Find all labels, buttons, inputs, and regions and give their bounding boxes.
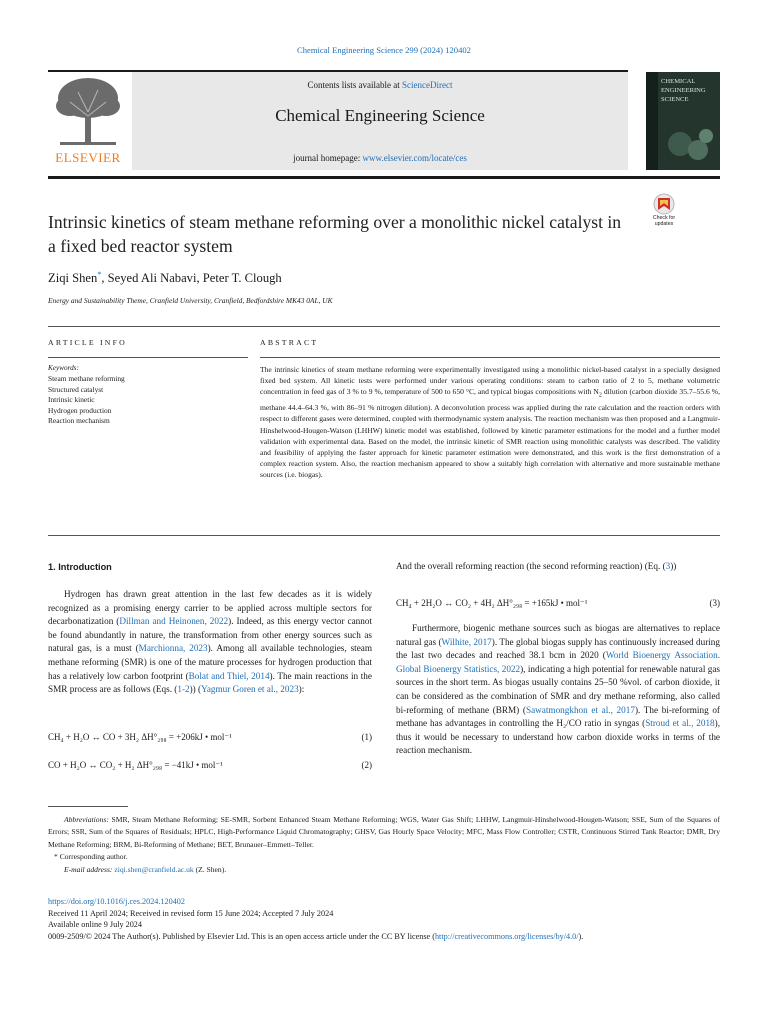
abbreviations-text: SMR, Steam Methane Reforming; SE-SMR, Sorbent Enhanced Steam Methane Reforming; WGS, Water Gas Shift; LHHW, Langmuir-Hinshelwood-Hougen-Watson; SSE, Sum of the Squares of Errors; SSR, Sum of the Squares of Residuals; HPLC, High-Performance Liquid Chromatography; GHSV, Gas Hourly Space Velocity; MFC, Mass Flow Controller; CSTR, Continuous Stirred Tank Reactor; DMR, Dry Methane Reforming; BRM, Bi-Reforming of Methane; BET, Brunauer–Emmett–Teller.	[48, 815, 720, 849]
abstract-text	[260, 364, 720, 481]
elsevier-wordmark: ELSEVIER	[55, 150, 121, 165]
keyword-item: Structured catalyst	[48, 384, 104, 394]
author-name[interactable]: Peter T. Clough	[202, 271, 282, 286]
equation-number: (3)	[709, 598, 720, 608]
cover-title: CHEMICAL ENGINEERING SCIENCE	[661, 78, 706, 103]
text-run: ))	[670, 561, 677, 571]
check-for-updates-icon[interactable]	[646, 192, 682, 232]
license-text: 0009-2509/© 2024 The Author(s). Published by Elsevier Ltd. This is an open access article under the CC BY license (	[48, 931, 435, 941]
text-run: Hydrogen has drawn great attention in the last few decades as it is widely recognized as a promising energy carrier to be applied across multiple sectors for decarbonatization (	[48, 589, 372, 627]
author-name[interactable]: Ziqi Shen	[48, 271, 98, 286]
intro-paragraph-1	[48, 588, 372, 697]
abbreviations-label: Abbreviations:	[64, 815, 109, 824]
article-info-heading: ARTICLE INFO	[48, 338, 127, 347]
header-bottom-rule	[48, 176, 720, 179]
intro-paragraph-2	[396, 622, 720, 758]
equation-number: (1)	[361, 732, 372, 742]
abbreviations-footnote	[48, 814, 720, 851]
text-run: ). Among all available technologies, steam methane reforming (SMR) is one of the mature processes for hydrogen production that has a relatively low carbon footprint (	[48, 643, 373, 681]
footnotes	[48, 814, 720, 876]
equation-3	[396, 598, 720, 609]
keyword-item: Steam methane reforming	[48, 374, 125, 383]
author-name[interactable]: Seyed Ali Nabavi	[107, 271, 197, 286]
text-run: ):	[298, 684, 305, 695]
available-online: Available online 9 July 2024	[48, 920, 142, 930]
keyword-list	[48, 374, 238, 427]
homepage-prefix: journal homepage:	[293, 153, 363, 163]
article-footer	[48, 896, 728, 942]
sciencedirect-link[interactable]: ScienceDirect	[402, 80, 453, 90]
equation-link[interactable]: 3	[665, 561, 671, 571]
text-run: ), indicating a high potential for renewable natural gas sources in the short term. As biogas usually contains 25–50 %vol. of carbon dioxide, it can be considered as the combination of SMR and dry methane reforming, also called bi-reforming of methane (BRM) (	[396, 663, 721, 715]
license-link[interactable]: http://creativecommons.org/licenses/by/4.0/	[434, 931, 579, 941]
text-run: ), thus it would be necessary to understand how carbon dioxide works in terms of the reaction mechanism.	[396, 718, 721, 756]
citation-link[interactable]: Yagmur Goren et al., 2023	[201, 684, 299, 695]
email-label: E-mail address:	[64, 864, 113, 874]
check-updates-label: Check for updates	[652, 215, 676, 227]
homepage-link[interactable]: www.elsevier.com/locate/ces	[362, 153, 467, 163]
keyword-item: Intrinsic kinetic	[48, 395, 95, 405]
text-run: ). The global biogas supply has continuously increased during the last two decades and reached 38.1 bcm in 2020 (	[396, 636, 720, 661]
license-close: ).	[578, 931, 584, 941]
abstract-rule	[260, 357, 720, 358]
abstract-bottom-rule	[48, 535, 720, 536]
citation-link[interactable]: Dillman and Heinonen, 2022	[119, 616, 229, 627]
affiliation: Energy and Sustainability Theme, Cranfield University, Cranfield, Bedfordshire MK43 0AL, UK	[48, 296, 333, 305]
equation-text: CH₄ + H₂O ↔ CO + 3H₂ ΔH°₂₉₈ = +206kJ • mol⁻¹	[48, 732, 232, 742]
equation-1	[48, 732, 372, 743]
journal-homepage	[132, 153, 628, 163]
cover-artwork	[662, 124, 718, 166]
journal-reference[interactable]: Chemical Engineering Science 299 (2024) 120402	[297, 45, 471, 55]
equation-text: CO + H₂O ↔ CO₂ + H₂ ΔH°₂₉₈ = −41kJ • mol⁻¹	[48, 760, 223, 770]
equation-2	[48, 760, 372, 771]
citation-link[interactable]: Wilhite, 2017	[441, 636, 492, 647]
abstract-part-2: dilution (carbon dioxide 35.7–55.6 %, methane 44.4–64.3 %, with 86–91 % nitrogen dilution). A deconvolution process was applied during the rate calculation and the reaction orders with respect to different gases were determined, coupled with thermodynamic system analysis. The reaction mechanism was then proposed and a Langmuir-Hinshelwood-Hougen-Watson (LHHW) kinetic model was established, followed by kinetic parameter estimations for the model and a further model validation with experimental data. Based on the model, the intrinsic kinetic of SMR reaction using monolithic catalysts was described. The validity and feasibility of applying the faster approach for kinetic parameter estimation were demonstrated, and this work is the first demonstration of a complex reaction system. Also, the reaction mechanism appeared to show a suitably high correlation with alternative and more sustainable methane sources (i.e. biogas).	[260, 387, 720, 480]
email-link[interactable]: ziqi.shen@cranfield.ac.uk	[114, 864, 194, 874]
abstract-part-1: The intrinsic kinetics of steam methane reforming were experimentally investigated using a monolithic nickel-based catalyst in a specially designed fixed bed system. All kinetic tests were performed under various operating conditions: steam to carbon ratio of 2 to 5, methane volumetric concentration in feed gas of 3 % to 9 %, temperature of 500 to 650 °C, and typical biogas compositions with N	[260, 365, 720, 397]
keyword-item: Hydrogen production	[48, 405, 112, 415]
journal-title: Chemical Engineering Science	[275, 106, 485, 125]
text-run: )) (	[189, 684, 202, 695]
footnote-rule	[48, 806, 128, 807]
email-suffix: (Z. Shen).	[193, 864, 227, 874]
text-run: ). The main reactions in the SMR process are as follows (Eqs. (	[48, 670, 372, 695]
equation-number: (2)	[361, 760, 372, 770]
text-run: ). Indeed, as this energy vector cannot be found abundantly in nature, the transformation from other energy sources such as natural gas, is a must (	[48, 616, 372, 654]
journal-cover[interactable]	[646, 72, 720, 170]
intro-right-column	[396, 622, 720, 758]
doi-link[interactable]: https://doi.org/10.1016/j.ces.2024.120402	[48, 897, 185, 906]
license-line	[48, 931, 728, 943]
keywords-label: Keywords:	[48, 364, 79, 372]
intro-right-text-1	[396, 560, 720, 574]
citation-link[interactable]: Stroud et al., 2018	[645, 718, 715, 729]
info-top-rule	[48, 326, 720, 327]
intro-left-column	[48, 588, 372, 697]
citation-link[interactable]: World Bioenergy Association. Global Bioenergy Statistics, 2022	[396, 650, 720, 674]
text-run: And the overall reforming reaction (the second reforming reaction) (Eq. (	[396, 561, 666, 571]
citation-link[interactable]: Sawatmongkhon et al., 2017	[525, 704, 635, 715]
contents-line	[132, 80, 628, 90]
text-run: ). The bi-reforming of methane has advantages in controlling the H₂/CO ratio in syngas (	[396, 704, 720, 729]
text-run: Furthermore, biogenic methane sources such as biogas are alternatives to replace natural gas (	[396, 623, 720, 647]
abstract-subscript: 2	[598, 392, 602, 399]
author-list: Ziqi Shen*, Seyed Ali Nabavi, Peter T. Clough	[48, 270, 282, 286]
received-dates: Received 11 April 2024; Received in revised form 15 June 2024; Accepted 7 July 2024	[48, 908, 334, 918]
keyword-item: Reaction mechanism	[48, 416, 110, 426]
corresponding-note: * Corresponding author.	[54, 852, 128, 862]
abstract-heading: ABSTRACT	[260, 338, 319, 347]
equation-link[interactable]: 1-2	[177, 684, 190, 695]
article-info-rule	[48, 357, 248, 358]
introduction-heading: 1. Introduction	[48, 562, 112, 572]
author-mark[interactable]: *	[97, 270, 102, 279]
citation-link[interactable]: Marchionna, 2023	[138, 643, 208, 654]
equation-text: CH₄ + 2H₂O ↔ CO₂ + 4H₂ ΔH°₂₉₈ = +165kJ • mol⁻¹	[396, 598, 588, 608]
contents-prefix: Contents lists available at	[307, 80, 402, 90]
citation-link[interactable]: Bolat and Thiel, 2014	[188, 670, 270, 681]
cover-stripe	[646, 72, 658, 170]
article-title: Intrinsic kinetics of steam methane reforming over a monolithic nickel catalyst in a fixed bed reactor system	[48, 212, 622, 256]
email-note	[48, 864, 720, 876]
